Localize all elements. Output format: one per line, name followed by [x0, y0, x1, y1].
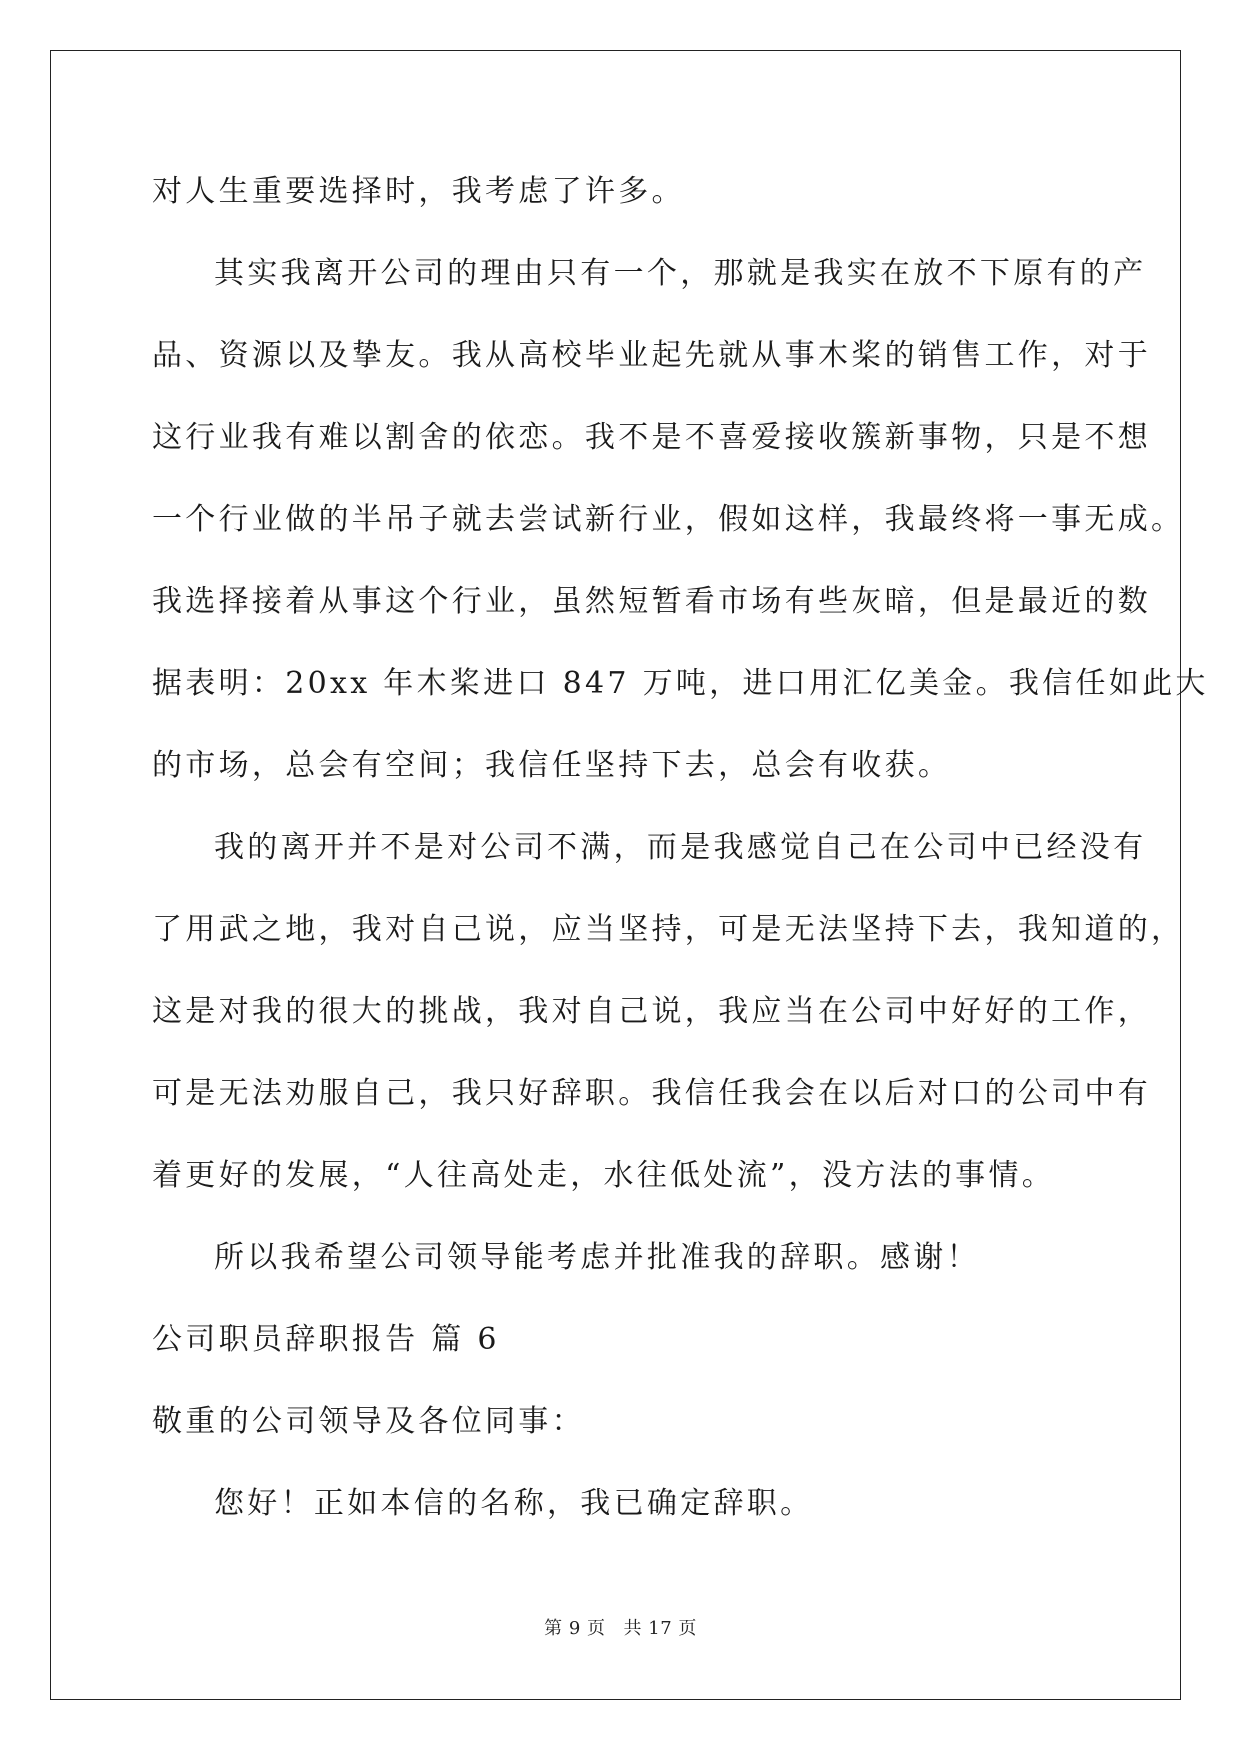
text-line: 这行业我有难以割舍的依恋。我不是不喜爱接收簇新事物，只是不想	[152, 420, 1151, 455]
text-line: 着更好的发展，“人往高处走，水往低处流”，没方法的事情。	[152, 1158, 1056, 1193]
text-line: 一个行业做的半吊子就去尝试新行业，假如这样，我最终将一事无成。	[152, 502, 1185, 537]
paragraph-start: 其实我离开公司的理由只有一个，那就是我实在放不下原有的产	[214, 256, 1147, 291]
section-heading: 公司职员辞职报告 篇 6	[152, 1322, 500, 1357]
page-number: 第 9 页	[544, 1618, 606, 1639]
text-line: 了用武之地，我对自己说，应当坚持，可是无法坚持下去，我知道的，	[152, 912, 1185, 947]
text-line: 可是无法劝服自己，我只好辞职。我信任我会在以后对口的公司中有	[152, 1076, 1151, 1111]
text-line: 据表明：20xx 年木桨进口 847 万吨，进口用汇亿美金。我信任如此大	[152, 666, 1209, 701]
page-footer	[0, 1617, 1241, 1641]
salutation: 敬重的公司领导及各位同事：	[152, 1404, 585, 1439]
text-line: 的市场，总会有空间；我信任坚持下去，总会有收获。	[152, 748, 952, 783]
text-line: 品、资源以及挚友。我从高校毕业起先就从事木桨的销售工作，对于	[152, 338, 1151, 373]
page-border	[50, 50, 1181, 1700]
page-total: 共 17 页	[623, 1618, 697, 1639]
paragraph-start: 您好！正如本信的名称，我已确定辞职。	[214, 1486, 814, 1521]
paragraph-start: 所以我希望公司领导能考虑并批准我的辞职。感谢！	[214, 1240, 980, 1275]
text-line: 对人生重要选择时，我考虑了许多。	[152, 174, 685, 209]
text-line: 这是对我的很大的挑战，我对自己说，我应当在公司中好好的工作，	[152, 994, 1151, 1029]
text-line: 我选择接着从事这个行业，虽然短暂看市场有些灰暗，但是最近的数	[152, 584, 1151, 619]
paragraph-start: 我的离开并不是对公司不满，而是我感觉自己在公司中已经没有	[214, 830, 1147, 865]
